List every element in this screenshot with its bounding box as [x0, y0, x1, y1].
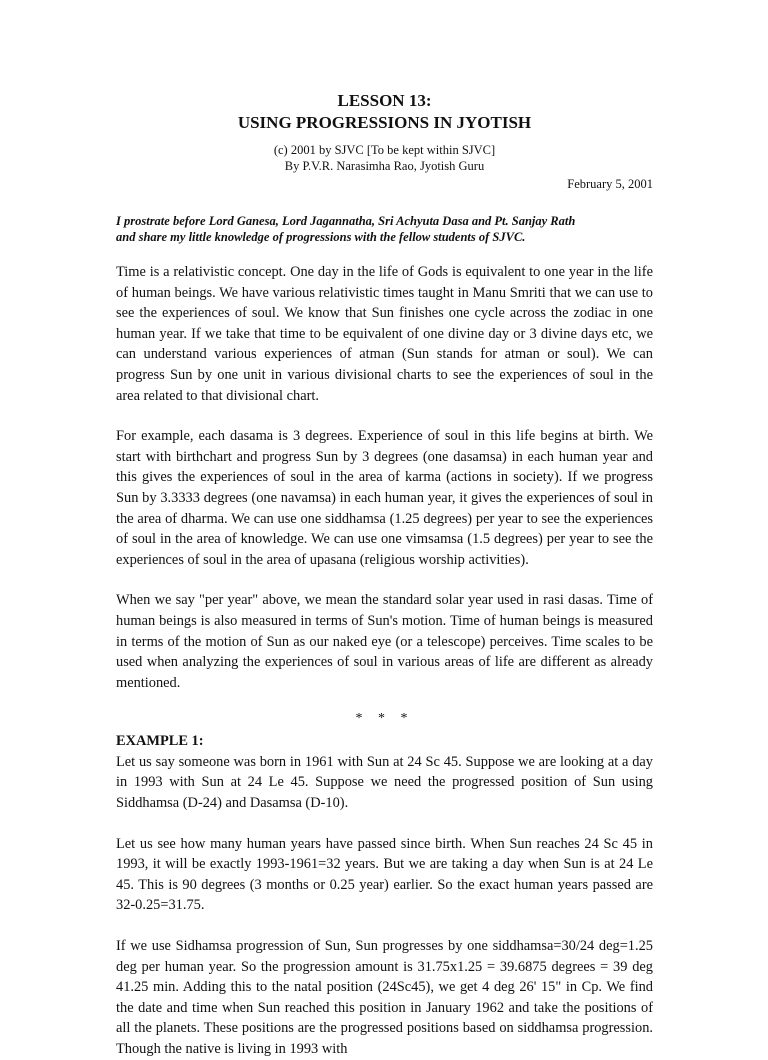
document-page [116, 90, 653, 1060]
example-heading: EXAMPLE 1: [116, 733, 204, 750]
paragraph-2: For example, each dasama is 3 degrees. Experience of soul in this life begins at birth. We start with birthchart and progress Sun by 3 degrees (one dasamsa) in each human year and this gives the experiences of soul in the area of karma (actions in society). If we progress Sun by 3.3333 degrees (one navamsa) in each human year, it gives the experiences of soul in the area of dharma. We can use one siddhamsa (1.25 degrees) per year to see the experiences of soul in the area of knowledge. We can use one vimsamsa (1.5 degrees) per year to see the experiences of soul in the area of upasana (religious worship activities). [116, 428, 653, 568]
title-line-2: USING PROGRESSIONS IN JYOTISH [237, 113, 532, 132]
paragraph-1: Time is a relativistic concept. One day in the life of Gods is equivalent to one year in the life of human beings. We have various relativistic times taught in Manu Smriti that we can use to see the experiences of soul. We know that Sun finishes one cycle across the zodiac in one human year. If we take that time to be equivalent of one divine day or 3 divine days etc, we can understand various experiences of atman (Sun stands for atman or soul). We can progress Sun by one unit in various divisional charts to see the experiences of soul in the area related to that divisional chart. [116, 264, 653, 404]
example-paragraph-3: If we use Sidhamsa progression of Sun, Sun progresses by one siddhamsa=30/24 deg=1.25 deg per human year. So the progression amount is 31.75x1.25 = 39.6875 degrees = 39 deg 41.25 min. Adding this to the natal position (24Sc45), we get 4 deg 26' 15" in Cp. We find the date and time when Sun reached this position in January 1962 and take the positions of all the planets. These positions are the progressed positions based on siddhamsa progression. Though the native is living in 1993 with [116, 938, 653, 1057]
author-line: By P.V.R. Narasimha Rao, Jyotish Guru [284, 159, 485, 173]
document-meta [116, 142, 653, 174]
invocation-line-1: I prostrate before Lord Ganesa, Lord Jagannatha, Sri Achyuta Dasa and Pt. Sanjay Rath [116, 214, 576, 228]
copyright-line: (c) 2001 by SJVC [To be kept within SJVC] [273, 143, 496, 157]
document-title [116, 90, 653, 134]
invocation [116, 213, 653, 245]
title-line-1: LESSON 13: [337, 91, 432, 110]
invocation-line-2: and share my little knowledge of progressions with the fellow students of SJVC. [116, 230, 526, 244]
section-separator: * * * [355, 711, 414, 727]
paragraph-3: When we say "per year" above, we mean the standard solar year used in rasi dasas. Time of human beings is also measured in terms of Sun's motion. Time of human beings is measured in terms of the motion of Sun as our naked eye (or a telescope) perceives. Time scales to be used when analyzing the experiences of soul in various areas of life are different as already mentioned. [116, 592, 653, 691]
example-paragraph-1: Let us say someone was born in 1961 with Sun at 24 Sc 45. Suppose we are looking at a day in 1993 with Sun at 24 Le 45. Suppose we need the progressed position of Sun using Siddhamsa (D-24) and Dasamsa (D-10). [116, 753, 653, 812]
document-date: February 5, 2001 [567, 177, 653, 191]
example-paragraph-2: Let us see how many human years have passed since birth. When Sun reaches 24 Sc 45 in 1993, it will be exactly 1993-1961=32 years. But we are taking a day when Sun is at 24 Le 45. This is 90 degrees (3 months or 0.25 year) earlier. So the exact human years passed are 32-0.25=31.75. [116, 835, 653, 914]
